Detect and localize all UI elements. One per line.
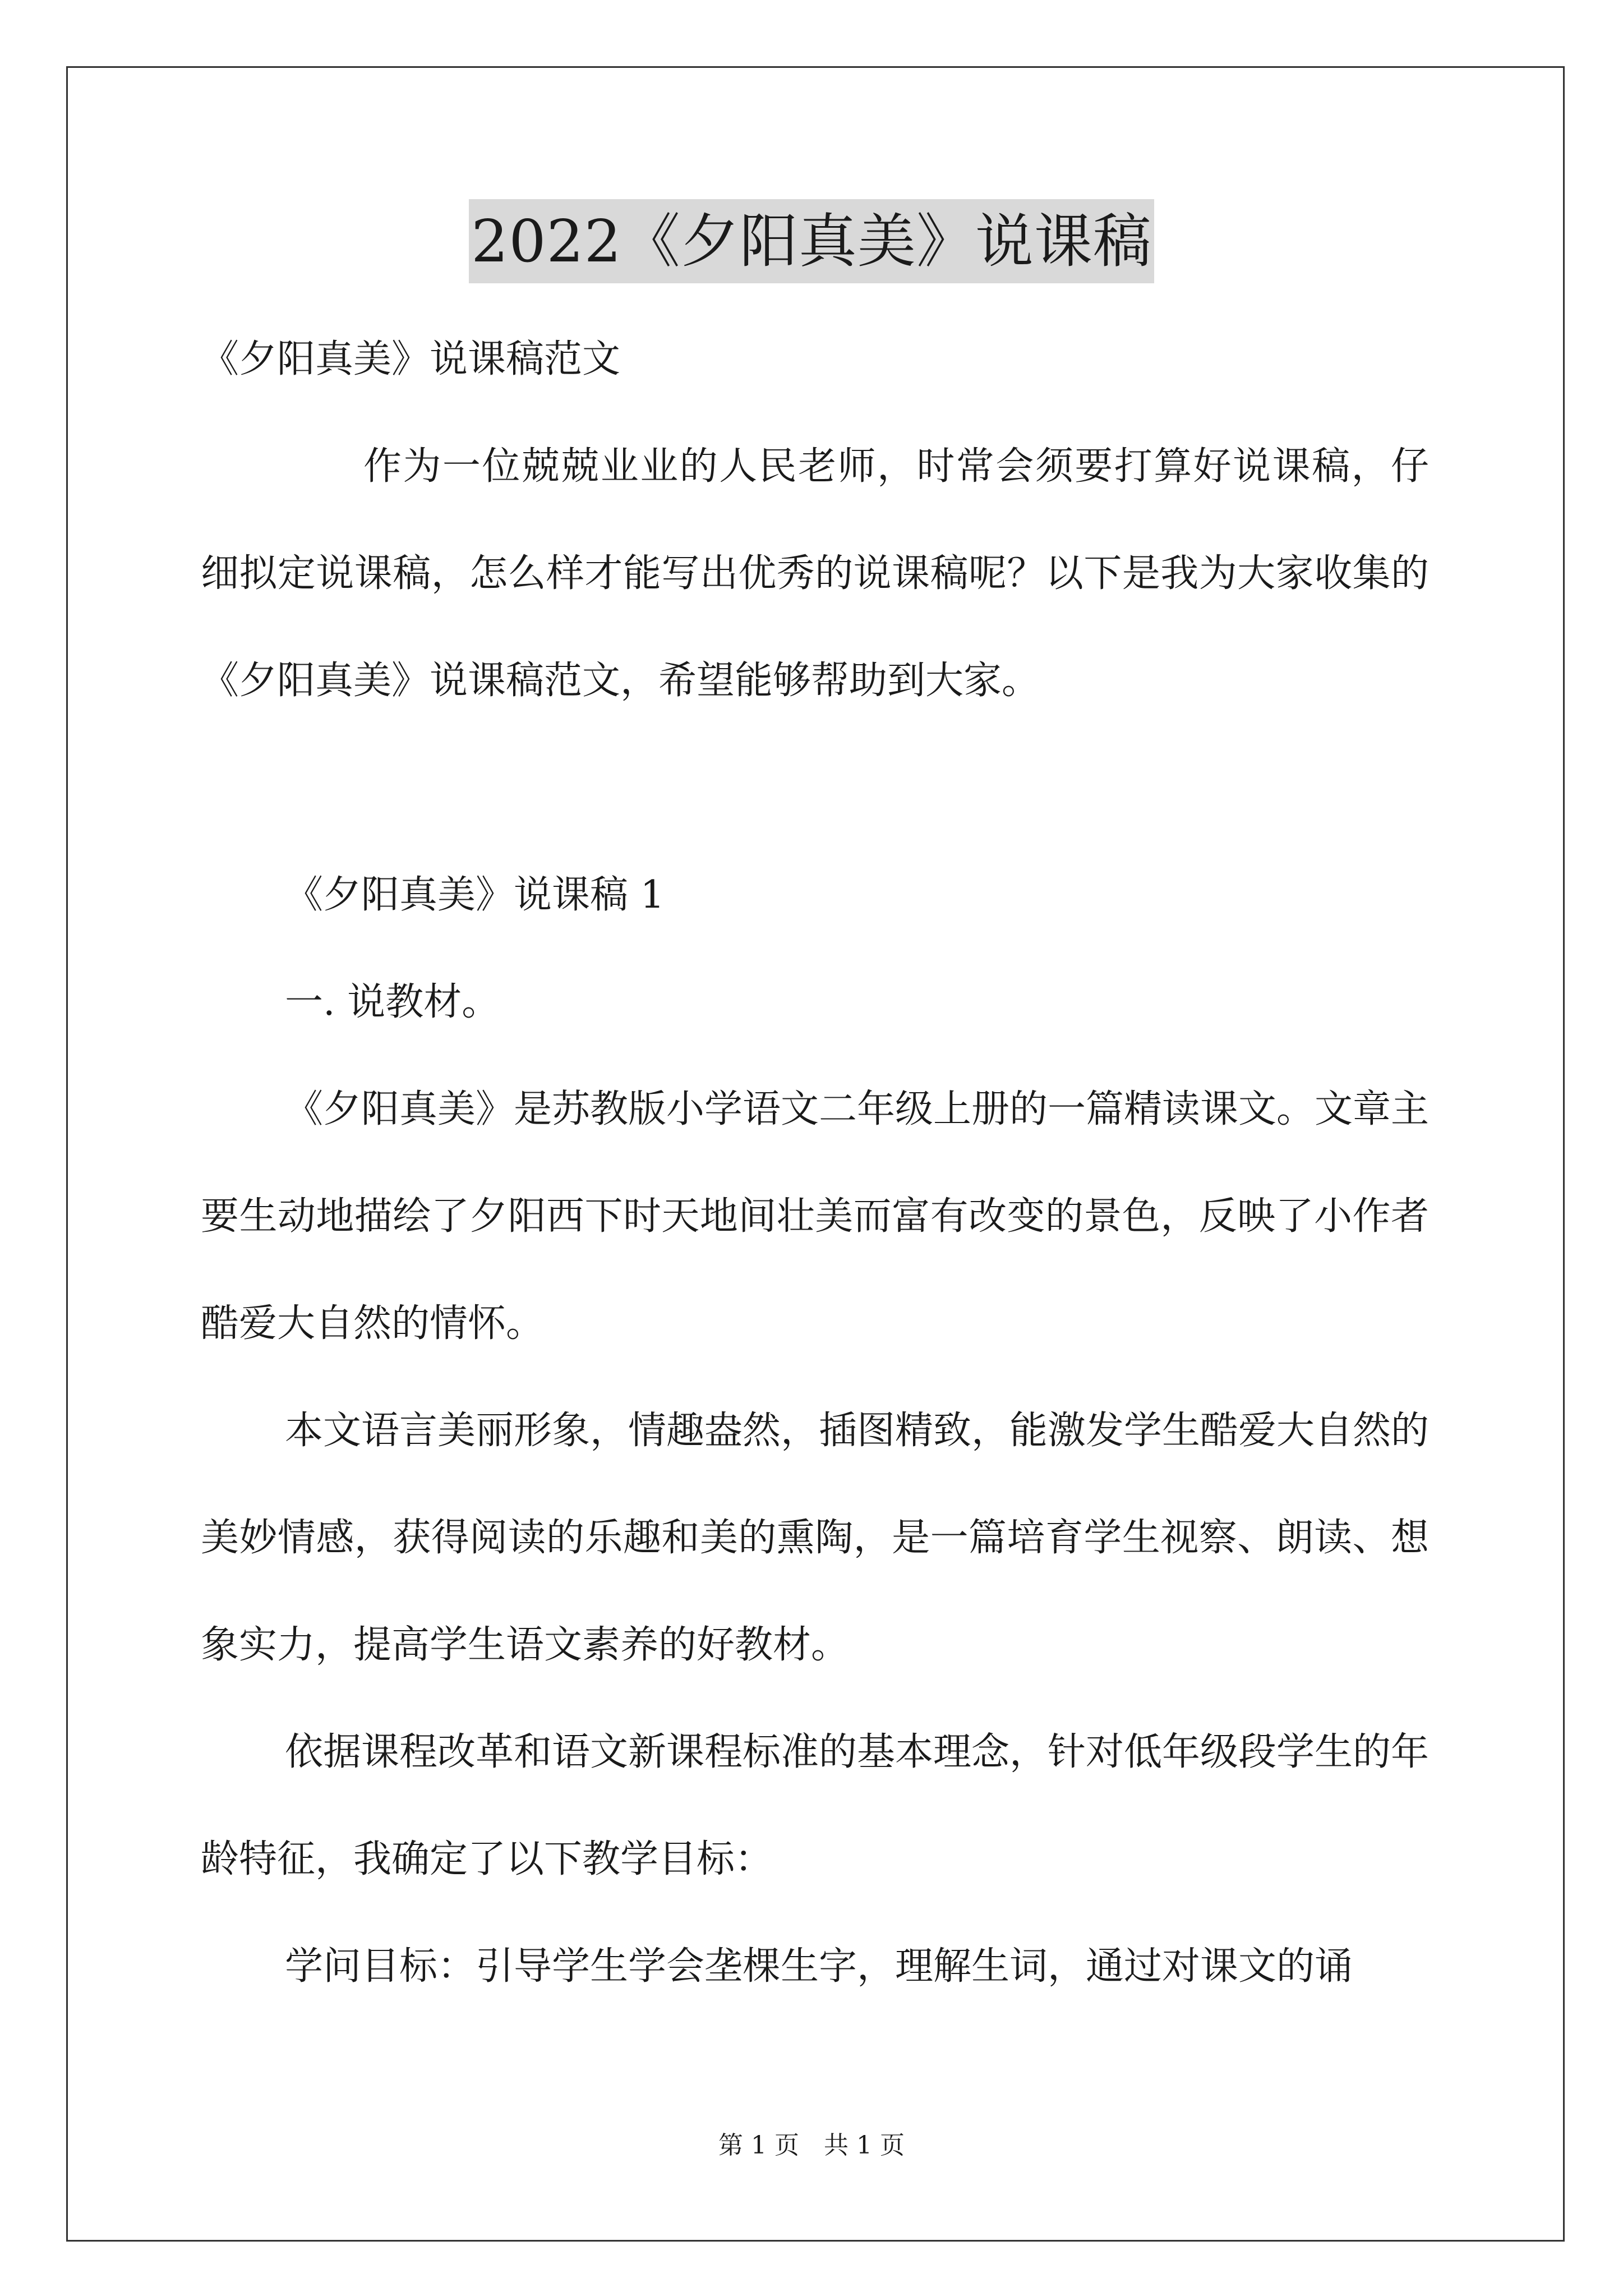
intro-paragraph: 作为一位兢兢业业的人民老师，时常会须要打算好说课稿，仔细拟定说课稿，怎么样才能写出优秀的说课稿呢？以下是我为大家收集的《夕阳真美》说课稿范文，希望能够帮助到大家。	[201, 444, 1429, 703]
part-heading: 一. 说教材。	[285, 980, 500, 1024]
body-paragraph: 学问目标：引导学生学会垄棵生字，理解生词，通过对课文的诵	[285, 1944, 1353, 1989]
body-paragraph: 依据课程改革和语文新课程标准的基本理念，针对低年级段学生的年龄特征，我确定了以下教学目标：	[201, 1730, 1430, 1881]
page-footer	[0, 2129, 1623, 2162]
document-body	[201, 306, 1429, 2020]
section-heading: 《夕阳真美》说课稿 1	[285, 873, 665, 917]
document-title: 2022《夕阳真美》说课稿	[469, 199, 1154, 283]
document-subtitle: 《夕阳真美》说课稿范文	[201, 337, 621, 381]
title-container	[0, 199, 1623, 283]
body-paragraph: 《夕阳真美》是苏教版小学语文二年级上册的一篇精读课文。文章主要生动地描绘了夕阳西下时天地间壮美而富有改变的景色，反映了小作者酷爱大自然的情怀。	[201, 1087, 1430, 1346]
page-number: 第 1 页 共 1 页	[718, 2131, 905, 2160]
spacer	[201, 734, 1429, 841]
body-paragraph: 本文语言美丽形象，情趣盎然，插图精致，能激发学生酷爱大自然的美妙情感，获得阅读的乐趣和美的熏陶，是一篇培育学生视察、朗读、想象实力，提高学生语文素养的好教材。	[201, 1409, 1430, 1667]
